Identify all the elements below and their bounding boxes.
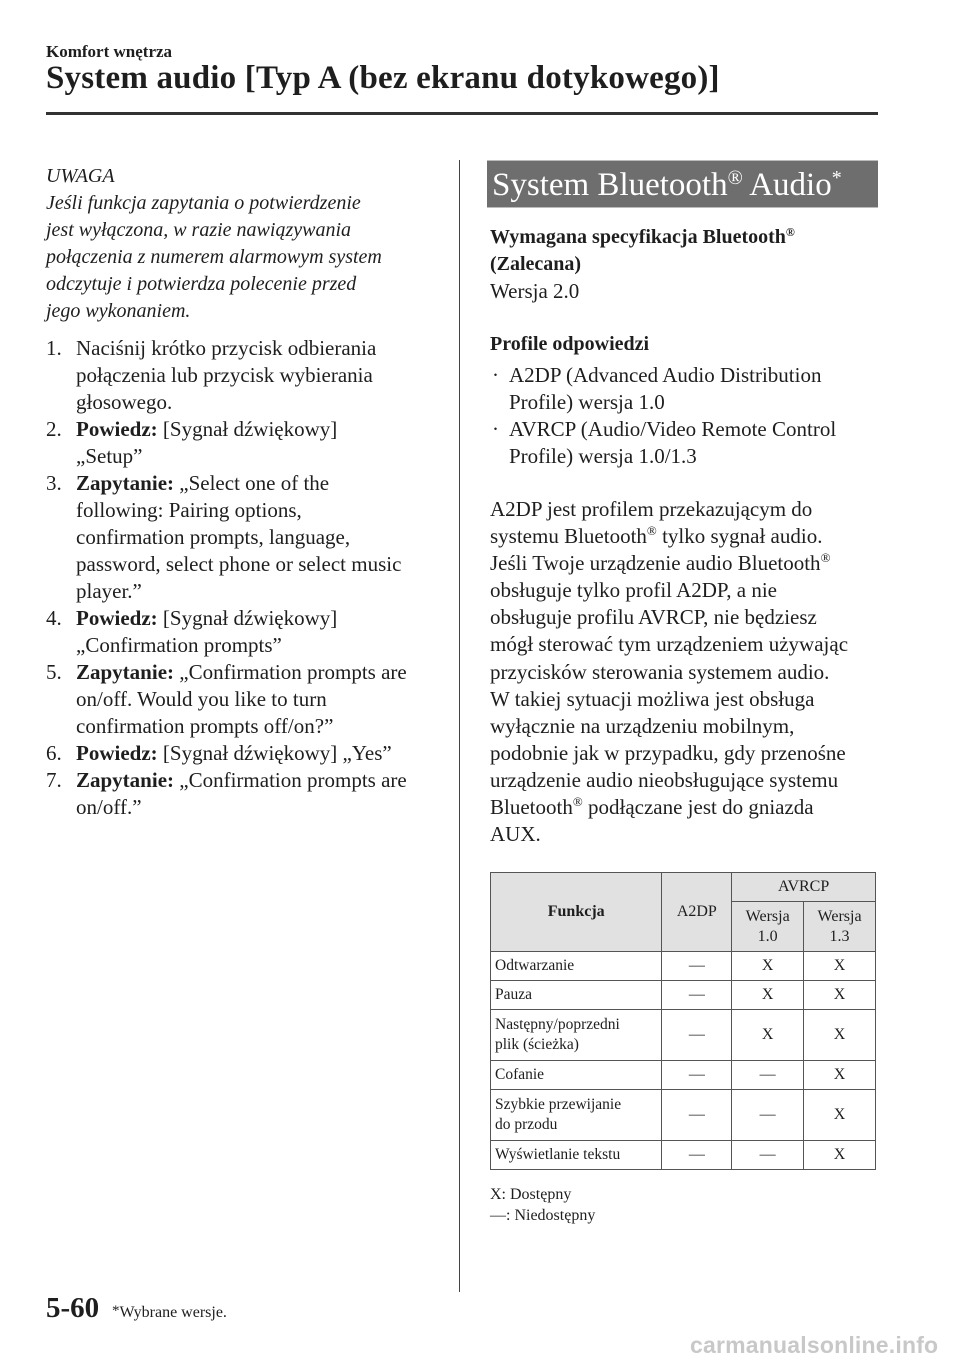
profile-item	[490, 362, 878, 416]
step-line: „Confirmation prompts are	[174, 660, 407, 684]
left-column	[46, 163, 446, 821]
header-text: 1.0	[757, 927, 778, 945]
legend-available: X: Dostępny	[490, 1186, 572, 1204]
note-line: jego wykonaniem.	[46, 300, 191, 322]
para-line: wyłącznie na urządzeniu mobilnym,	[490, 713, 795, 738]
right-column	[490, 160, 878, 1226]
a2dp-cell: —	[662, 1010, 732, 1061]
header-text: Wersja	[745, 907, 790, 925]
requirement-subtitle: (Zalecana)	[490, 253, 582, 275]
step-number: 1.	[46, 336, 62, 360]
para-line	[490, 794, 878, 821]
para-line: obsługuje tylko profil A2DP, a nie	[490, 578, 777, 603]
step-line: password, select phone or select music	[76, 552, 402, 576]
step-line: confirmation prompts off/on?”	[76, 714, 334, 738]
step-4	[46, 605, 446, 659]
page-number: 5-60	[46, 1292, 100, 1324]
para-text: tylko sygnał audio.	[656, 524, 823, 549]
step-6	[46, 740, 446, 767]
function-cell: Cofanie	[491, 1061, 662, 1090]
avrcp-1-3-cell: X	[804, 1010, 876, 1061]
para-line: AUX.	[490, 822, 541, 847]
profile-line: Profile) wersja 1.0/1.3	[509, 444, 697, 468]
para-line: W takiej sytuacji możliwa jest obsługa	[490, 686, 815, 711]
table-legend	[490, 1184, 878, 1226]
table-row	[491, 981, 876, 1010]
profiles-title: Profile odpowiedzi	[490, 333, 650, 355]
step-line: following: Pairing options,	[76, 498, 302, 522]
step-line: połączenia lub przycisk wybierania	[76, 363, 373, 387]
registered-mark: ®	[820, 550, 831, 566]
avrcp-1-3-cell: X	[804, 1141, 876, 1170]
step-line: [Sygnał dźwiękowy]	[157, 417, 338, 441]
function-line: plik (ścieżka)	[495, 1036, 579, 1054]
a2dp-cell: —	[662, 952, 732, 981]
avrcp-1-0-cell: —	[732, 1141, 804, 1170]
para-line	[490, 550, 878, 577]
legend-unavailable: —: Niedostępny	[490, 1207, 596, 1225]
step-label: Powiedz:	[76, 741, 158, 765]
page-title: System audio [Typ A (bez ekranu dotykowego)]	[46, 60, 720, 96]
header-function: Funkcja	[491, 873, 662, 952]
step-1	[46, 335, 446, 416]
profile-support-table	[490, 872, 876, 1170]
avrcp-1-0-cell: —	[732, 1061, 804, 1090]
step-line: on/off.”	[76, 795, 142, 819]
profile-line: A2DP (Advanced Audio Distribution	[509, 363, 822, 387]
step-label: Zapytanie:	[76, 768, 175, 792]
step-line: „Select one of the	[174, 471, 330, 495]
step-line: confirmation prompts, language,	[76, 525, 351, 549]
step-number: 5.	[46, 660, 62, 684]
step-line: player.”	[76, 579, 142, 603]
footnote	[112, 1304, 227, 1322]
table-row	[491, 1061, 876, 1090]
profile-line: Profile) wersja 1.0	[509, 390, 665, 414]
step-7	[46, 767, 446, 821]
para-line	[490, 523, 878, 550]
function-cell: Pauza	[491, 981, 662, 1010]
step-number: 2.	[46, 417, 62, 441]
section-heading-text: System Bluetooth	[492, 167, 728, 203]
section-heading-tail: Audio	[742, 167, 832, 203]
a2dp-cell: —	[662, 981, 732, 1010]
header-a2dp: A2DP	[662, 873, 732, 952]
section-label: Komfort wnętrza	[46, 42, 173, 61]
step-line: „Confirmation prompts are	[174, 768, 407, 792]
note-line: Jeśli funkcja zapytania o potwierdzenie	[46, 192, 361, 214]
step-line: Naciśnij krótko przycisk odbierania	[76, 336, 377, 360]
bullet-dot: ·	[492, 363, 499, 387]
bullet-dot: ·	[492, 417, 499, 441]
registered-mark: ®	[785, 225, 795, 239]
para-text: Bluetooth	[490, 795, 573, 820]
para-line: mógł sterować tym urządzeniem używając	[490, 632, 849, 657]
step-number: 6.	[46, 741, 62, 765]
avrcp-1-0-cell: —	[732, 1090, 804, 1141]
header-text: Wersja	[817, 907, 862, 925]
avrcp-1-0-cell: X	[732, 1010, 804, 1061]
registered-mark: ®	[572, 794, 583, 810]
para-line: A2DP jest profilem przekazującym do	[490, 497, 813, 521]
optional-star: *	[831, 167, 842, 189]
step-number: 3.	[46, 471, 62, 495]
note-line: połączenia z numerem alarmowym system	[46, 246, 382, 268]
table-row	[491, 1010, 876, 1061]
para-text: Jeśli Twoje urządzenie audio Bluetooth	[490, 551, 821, 576]
header-version-1-3	[804, 902, 876, 952]
step-number: 7.	[46, 768, 62, 792]
step-line: on/off. Would you like to turn	[76, 687, 327, 711]
profile-line: AVRCP (Audio/Video Remote Control	[509, 417, 837, 441]
avrcp-1-3-cell: X	[804, 981, 876, 1010]
column-divider	[459, 160, 460, 1292]
a2dp-cell: —	[662, 1141, 732, 1170]
function-cell	[491, 1010, 662, 1061]
function-cell: Odtwarzanie	[491, 952, 662, 981]
step-label: Zapytanie:	[76, 471, 175, 495]
a2dp-cell: —	[662, 1090, 732, 1141]
avrcp-1-3-cell: X	[804, 952, 876, 981]
para-line: urządzenie audio nieobsługujące systemu	[490, 767, 839, 792]
profile-item	[490, 416, 878, 470]
step-line: [Sygnał dźwiękowy] „Yes”	[157, 741, 392, 765]
watermark: carmanualsonline.info	[690, 1332, 939, 1358]
step-3	[46, 470, 446, 605]
function-line: do przodu	[495, 1116, 558, 1134]
table-row	[491, 952, 876, 981]
requirement-title	[490, 224, 878, 251]
avrcp-1-3-cell: X	[804, 1061, 876, 1090]
table-row	[491, 1090, 876, 1141]
function-cell: Wyświetlanie tekstu	[491, 1141, 662, 1170]
avrcp-1-3-cell: X	[804, 1090, 876, 1141]
function-line: Następny/poprzedni	[495, 1016, 620, 1034]
registered-mark: ®	[646, 523, 657, 539]
step-label: Powiedz:	[76, 417, 158, 441]
header-version-1-0	[732, 902, 804, 952]
a2dp-paragraph	[490, 496, 878, 848]
table-row	[491, 1141, 876, 1170]
note-line: jest wyłączona, w razie nawiązywania	[46, 219, 351, 241]
header-rule	[46, 112, 878, 115]
footnote-star: *	[112, 1303, 120, 1319]
note-line: odczytuje i potwierdza polecenie przed	[46, 273, 357, 295]
step-label: Zapytanie:	[76, 660, 175, 684]
requirement-version: Wersja 2.0	[490, 279, 580, 303]
step-line: „Setup”	[76, 444, 143, 468]
para-text: podłączane jest do gniazda	[582, 795, 814, 820]
step-line: „Confirmation prompts”	[76, 633, 282, 657]
footnote-text: Wybrane wersje.	[119, 1304, 227, 1321]
section-heading	[487, 160, 878, 208]
step-line: [Sygnał dźwiękowy]	[157, 606, 338, 630]
header-text: 1.3	[829, 927, 850, 945]
requirement-title-text: Wymagana specyfikacja Bluetooth	[490, 226, 786, 248]
para-text: systemu Bluetooth	[490, 524, 647, 549]
para-line: obsługuje profilu AVRCP, nie będziesz	[490, 605, 817, 630]
para-line: przycisków sterowania systemem audio.	[490, 659, 830, 684]
header-avrcp: AVRCP	[732, 873, 876, 902]
note-body	[46, 190, 446, 325]
para-line: podobnie jak w przypadku, gdy przenośne	[490, 740, 846, 765]
avrcp-1-0-cell: X	[732, 981, 804, 1010]
function-line: Szybkie przewijanie	[495, 1096, 622, 1114]
step-2	[46, 416, 446, 470]
function-cell	[491, 1090, 662, 1141]
step-number: 4.	[46, 606, 62, 630]
note-title: UWAGA	[46, 165, 115, 187]
a2dp-cell: —	[662, 1061, 732, 1090]
step-5	[46, 659, 446, 740]
avrcp-1-0-cell: X	[732, 952, 804, 981]
step-label: Powiedz:	[76, 606, 158, 630]
step-line: głosowego.	[76, 390, 173, 414]
registered-mark: ®	[727, 167, 743, 189]
